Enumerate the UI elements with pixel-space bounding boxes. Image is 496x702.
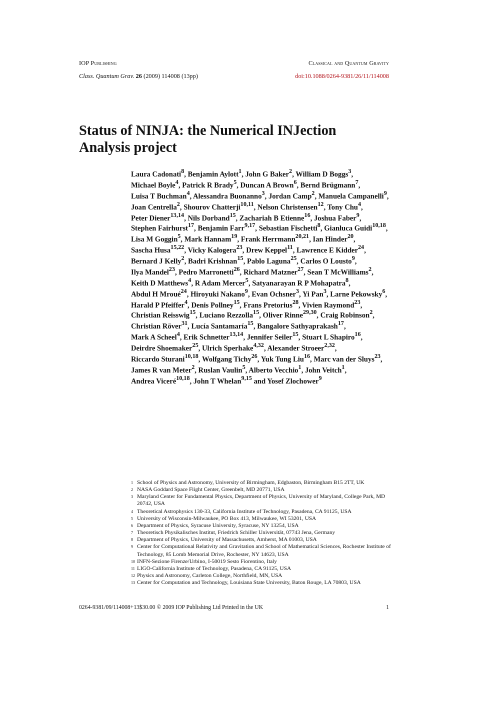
- page-footer: [79, 605, 389, 611]
- citation-details: (2009) 114008 (13pp): [143, 73, 198, 80]
- author-name: Riccardo Sturani: [131, 354, 185, 364]
- affiliation-ref-link[interactable]: 16: [304, 212, 311, 219]
- author-name: Drew Keppel: [246, 245, 288, 255]
- author-name: Bernard J Kelly: [131, 256, 182, 266]
- affiliation-text: Maryland Center for Fundamental Physics, Department of Physics, University of Maryland, College Park, MD 20742, USA: [137, 494, 386, 508]
- affiliation-ref-link[interactable]: 9,15: [241, 375, 252, 382]
- affiliation-ref-link[interactable]: 24: [357, 245, 365, 252]
- affiliation-ref-link[interactable]: 9: [318, 375, 322, 382]
- author-separator: ,: [296, 180, 301, 190]
- affiliation-item: [131, 580, 391, 587]
- author-name: Benjamin Aylott: [187, 169, 239, 179]
- affiliation-ref-link[interactable]: 26: [251, 353, 258, 360]
- author-separator: ,: [191, 278, 195, 288]
- author-name: Hiroyuki Nakano: [190, 289, 245, 299]
- author-separator: and: [251, 376, 268, 386]
- author-name: Craig Robinson: [320, 310, 370, 320]
- author-name: Stuart L Shapiro: [302, 332, 355, 342]
- author-name: Badri Krishnan: [187, 256, 238, 266]
- author-separator: ,: [237, 234, 241, 244]
- author-separator: ,: [179, 332, 184, 342]
- affiliation-ref-link[interactable]: 19: [231, 234, 238, 241]
- author-name: Erik Schnetter: [183, 332, 230, 342]
- affiliation-number: 8: [131, 537, 133, 543]
- author-name: Manuela Campanelli: [318, 191, 384, 201]
- affiliation-ref-link[interactable]: 24: [180, 288, 187, 295]
- author-separator: ,: [303, 267, 308, 277]
- author-name: Denis Pollney: [191, 299, 234, 309]
- author-separator: ,: [380, 354, 383, 364]
- author-name: Mark Hannam: [184, 234, 232, 244]
- author-separator: ,: [178, 180, 183, 190]
- affiliation-number: 3: [131, 494, 133, 500]
- author-separator: ,: [344, 365, 347, 375]
- author-name: Satyanarayan R P Mohapatra: [252, 278, 346, 288]
- author-separator: ,: [360, 332, 363, 342]
- author-name: Harald P Pfeiffer: [131, 299, 185, 309]
- author-name: Vivien Raymond: [302, 299, 355, 309]
- affiliation-ref-link[interactable]: 23: [374, 353, 381, 360]
- affiliation-number: 2: [131, 487, 133, 493]
- author-separator: ,: [174, 267, 179, 277]
- author-separator: ,: [316, 310, 321, 320]
- author-separator: ,: [309, 234, 313, 244]
- affiliation-ref-link[interactable]: 13,14: [170, 212, 185, 219]
- affiliation-text: School of Physics and Astronomy, University of Birmingham, Edgbaston, Birmingham B15 2TT, UK: [137, 480, 365, 486]
- author-name: Evan Ochsner: [251, 289, 296, 299]
- author-name: Andrea Viceré: [131, 376, 177, 386]
- affiliation-ref-link[interactable]: 25: [290, 256, 297, 262]
- affiliation-number: 5: [131, 515, 133, 521]
- author-separator: ,: [259, 310, 263, 320]
- affiliation-ref-link[interactable]: 1: [298, 364, 302, 371]
- affiliation-item: [131, 509, 391, 516]
- author-separator: ,: [243, 256, 247, 266]
- author-name: Luciano Rezzolla: [199, 310, 254, 320]
- affiliation-ref-link[interactable]: 4,32: [253, 343, 264, 349]
- affiliation-ref-link[interactable]: 17: [187, 223, 195, 230]
- affiliation-ref-link[interactable]: 3: [261, 190, 265, 197]
- affiliation-text: Center for Computational Relativity and Gravitation and School of Mathematical Sciences, Rochester Institute of Technology, 85 Lomb Memorial Drive, Rochester, NY 14623, USA: [137, 544, 391, 558]
- author-name: Ruslan Vaulin: [198, 365, 243, 375]
- affiliation-number: 6: [131, 522, 133, 528]
- affiliation-ref-link[interactable]: 15,22: [170, 245, 185, 252]
- author-name: Alessandra Buonanno: [193, 191, 262, 201]
- affiliation-ref-link[interactable]: 23: [168, 266, 175, 273]
- author-name: Ulrich Sperhake: [202, 343, 254, 353]
- affiliation-ref-link[interactable]: 17: [337, 321, 344, 328]
- affiliation-ref-link[interactable]: 26: [233, 266, 240, 273]
- affiliation-ref-link[interactable]: 23: [236, 245, 243, 252]
- author-separator: ,: [241, 169, 246, 179]
- affiliation-ref-link[interactable]: 23: [354, 299, 361, 306]
- author-separator: ,: [385, 223, 388, 233]
- author-separator: ,: [184, 212, 188, 222]
- author-name: Frans Pretorius: [243, 299, 293, 309]
- affiliation-ref-link[interactable]: 15: [229, 212, 236, 219]
- affiliation-item: [131, 516, 391, 523]
- affiliation-text: Theoretisch Physikalisches Institut, Friedrich Schiller Universität, 07743 Jena, Germany: [137, 530, 336, 537]
- affiliation-ref-link[interactable]: 3: [323, 288, 327, 295]
- affiliation-ref-link[interactable]: 4: [186, 190, 190, 197]
- author-separator: ,: [359, 212, 362, 222]
- author-separator: ,: [334, 343, 337, 353]
- author-name: Yosef Zlochower: [267, 376, 319, 386]
- affiliation-ref-link[interactable]: 16: [303, 353, 311, 360]
- author-name: Sascha Husa: [131, 245, 171, 255]
- author-name: Pedro Marronetti: [178, 267, 234, 277]
- author-separator: ,: [248, 278, 253, 288]
- author-separator: ,: [326, 289, 331, 299]
- author-name: Bangalore Sathyaprakash: [257, 321, 338, 331]
- author-name: Abdul H Mroué: [131, 289, 181, 299]
- affiliation-ref-link[interactable]: 2: [311, 190, 315, 197]
- author-name: Stephen Fairhurst: [131, 223, 188, 233]
- author-separator: ,: [264, 191, 269, 201]
- publisher-name: IOP Publishing: [79, 60, 117, 67]
- author-separator: ,: [360, 299, 363, 309]
- author-separator: ,: [194, 223, 198, 233]
- author-name: Keith D Matthews: [131, 278, 189, 288]
- author-separator: ,: [351, 169, 354, 179]
- author-name: Laura Cadonati: [131, 169, 182, 179]
- author-separator: ,: [361, 202, 363, 212]
- author-name: Lawrence E Kidder: [296, 245, 358, 255]
- author-name: Marc van der Sluys: [313, 354, 375, 364]
- affiliation-text: Center for Computation and Technology, Louisiana State University, Baton Rouge, LA 70803, USA: [137, 580, 361, 587]
- affiliation-ref-link[interactable]: 3: [296, 288, 300, 295]
- author-separator: ,: [187, 299, 192, 309]
- affiliation-ref-link[interactable]: 4: [357, 201, 362, 208]
- page-number: 1: [386, 605, 389, 611]
- author-name: Deirdre Shoemaker: [131, 343, 193, 353]
- affiliation-text: INFN-Sezione Firenze/Urbino, I-50019 Sesto Fiorentino, Italy: [137, 558, 277, 565]
- running-header: [79, 60, 389, 67]
- affiliation-text: LIGO-California Institute of Technology, Pasadena, CA 91125, USA: [137, 565, 291, 572]
- citation-volume: 26: [135, 73, 142, 80]
- author-separator: ,: [253, 202, 258, 212]
- author-separator: ,: [198, 343, 203, 353]
- author-name: Gianluca Guidi: [324, 223, 373, 233]
- affiliation-ref-link[interactable]: 8: [181, 169, 185, 175]
- affiliation-ref-link[interactable]: 6: [382, 288, 386, 295]
- affiliation-ref-link[interactable]: 10,18: [184, 353, 199, 360]
- author-separator: ,: [292, 169, 296, 179]
- affiliation-item: [131, 566, 391, 573]
- author-separator: ,: [386, 191, 389, 201]
- affiliation-ref-link[interactable]: 20,21: [295, 234, 310, 241]
- affiliation-ref-link[interactable]: 5: [233, 179, 237, 186]
- citation-line: [79, 73, 389, 80]
- affiliation-number: 7: [131, 530, 133, 536]
- author-separator: ,: [298, 332, 303, 342]
- author-separator: ,: [298, 299, 303, 309]
- affiliation-ref-link[interactable]: 2: [181, 256, 185, 262]
- author-name: Zachariah B Etienne: [239, 212, 305, 222]
- author-name: Christian Reisswig: [131, 310, 190, 320]
- author-separator: ,: [239, 299, 244, 309]
- author-name: Alberto Vecchio: [248, 365, 299, 375]
- affiliation-text: Theoretical Astrophysics 130-33, California Institute of Technology, Pasadena, CA 91125, USA: [137, 508, 352, 515]
- author-name: Michael Boyle: [131, 180, 176, 190]
- affiliation-ref-link[interactable]: 5: [245, 277, 249, 284]
- author-name: Wolfgang Tichy: [201, 354, 252, 364]
- author-separator: ,: [364, 245, 366, 255]
- author-name: John G Baker: [245, 169, 290, 179]
- affiliation-ref-link[interactable]: 2,32: [324, 343, 335, 349]
- author-name: Patrick R Brady: [182, 180, 234, 190]
- affiliation-number: 10: [131, 558, 135, 564]
- affiliation-ref-link[interactable]: 7: [355, 179, 359, 186]
- affiliation-ref-link[interactable]: 15: [237, 256, 244, 262]
- author-separator: ,: [242, 245, 247, 255]
- affiliation-ref-link[interactable]: 2: [289, 169, 293, 175]
- author-separator: ,: [263, 343, 268, 353]
- author-separator: ,: [343, 321, 346, 331]
- author-name: Frank Herrmann: [240, 234, 296, 244]
- affiliation-ref-link[interactable]: 8: [317, 223, 321, 230]
- affiliation-item: [131, 544, 391, 558]
- author-name: John Veitch: [304, 365, 342, 375]
- affiliation-ref-link[interactable]: 2: [191, 364, 195, 371]
- author-name: Jordan Camp: [268, 191, 312, 201]
- affiliation-ref-link[interactable]: 1: [238, 169, 242, 175]
- affiliation-ref-link[interactable]: 15: [253, 310, 260, 317]
- author-separator: ,: [236, 180, 241, 190]
- author-separator: ,: [310, 354, 314, 364]
- author-separator: ,: [184, 169, 188, 179]
- affiliation-ref-link[interactable]: 10,11: [240, 201, 254, 208]
- author-list: [131, 168, 397, 386]
- author-separator: ,: [186, 289, 191, 299]
- author-separator: ,: [195, 310, 200, 320]
- author-name: Yuk Tung Liu: [260, 354, 304, 364]
- author-separator: ,: [354, 256, 357, 266]
- author-name: Christian Röver: [131, 321, 182, 331]
- author-name: Nils Dorband: [187, 212, 230, 222]
- author-name: Benjamin Farr: [197, 223, 245, 233]
- author-separator: ,: [323, 202, 328, 212]
- author-separator: ,: [301, 365, 305, 375]
- author-name: Richard Matzner: [243, 267, 298, 277]
- author-separator: ,: [247, 289, 252, 299]
- author-separator: ,: [179, 202, 184, 212]
- author-separator: ,: [239, 267, 244, 277]
- author-name: Alexander Stroeer: [267, 343, 325, 353]
- affiliation-text: Department of Physics, University of Massachusetts, Amherst, MA 01003, USA: [137, 537, 317, 544]
- author-separator: ,: [310, 212, 315, 222]
- affiliation-ref-link[interactable]: 2: [176, 201, 180, 208]
- author-separator: ,: [358, 180, 361, 190]
- author-name: Oliver Rinne: [262, 310, 303, 320]
- author-separator: ,: [243, 332, 247, 342]
- author-separator: ,: [257, 354, 261, 364]
- affiliation-ref-link[interactable]: 5: [242, 364, 246, 371]
- affiliation-ref-link[interactable]: 20: [347, 234, 354, 241]
- author-separator: ,: [184, 256, 188, 266]
- author-separator: ,: [245, 365, 249, 375]
- affiliation-ref-link[interactable]: 3: [348, 169, 352, 175]
- affiliation-number: 13: [131, 580, 135, 586]
- author-separator: ,: [348, 278, 351, 288]
- affiliation-ref-link[interactable]: 9: [351, 256, 355, 262]
- affiliation-ref-link[interactable]: 9,17: [244, 223, 256, 230]
- author-separator: ,: [184, 245, 188, 255]
- affiliation-text: NASA Goddard Space Flight Center, Greenbelt, MD 20771, USA: [137, 487, 285, 494]
- author-name: Joan Centrella: [131, 202, 177, 212]
- affiliation-text: Physics and Astronomy, Carleton College, Northfield, MN, USA: [137, 573, 283, 580]
- author-separator: ,: [385, 289, 388, 299]
- affiliation-ref-link[interactable]: 2: [368, 266, 372, 273]
- affiliation-item: [131, 523, 391, 530]
- affiliation-ref-link[interactable]: 25: [192, 343, 199, 349]
- author-name: R Adam Mercer: [194, 278, 246, 288]
- author-separator: ,: [314, 191, 319, 201]
- affiliation-ref-link[interactable]: 15: [233, 299, 240, 306]
- affiliation-ref-link[interactable]: 4: [176, 332, 180, 339]
- author-name: Tony Chu: [327, 202, 358, 212]
- affiliation-text: Department of Physics, Syracuse University, Syracuse, NY 13254, USA: [137, 522, 299, 529]
- affiliation-ref-link[interactable]: 29,30: [302, 310, 317, 317]
- affiliation-ref-link[interactable]: 10,18: [176, 375, 190, 382]
- author-separator: ,: [235, 212, 240, 222]
- author-name: Ian Hinder: [312, 234, 348, 244]
- paper-title: Status of NINJA: the Numerical INJection Analysis project: [79, 123, 337, 156]
- author-separator: ,: [180, 234, 185, 244]
- affiliation-ref-link[interactable]: 6: [293, 179, 297, 186]
- author-separator: ,: [189, 376, 194, 386]
- affiliation-ref-link[interactable]: 4: [188, 277, 192, 284]
- author-name: Luisa T Buchman: [131, 191, 187, 201]
- affiliation-ref-link[interactable]: 8: [345, 277, 349, 284]
- doi-link[interactable]: doi:10.1088/0264-9381/26/11/114008: [295, 73, 389, 80]
- affiliation-ref-link[interactable]: 13,14: [229, 332, 244, 339]
- author-name: John T Whelan: [193, 376, 242, 386]
- copyright-line: 0264-9381/09/114008+13$30.00 © 2009 IOP Publishing Ltd Printed in the UK: [79, 605, 264, 611]
- author-name: Vicky Kalogera: [187, 245, 237, 255]
- citation-journal: Class. Quantum Grav.: [79, 73, 135, 80]
- author-name: Pablo Laguna: [246, 256, 291, 266]
- affiliation-ref-link[interactable]: 1: [341, 364, 345, 371]
- affiliation-list: [131, 480, 391, 587]
- affiliation-text: University of Wisconsin-Milwaukee, PO Box 413, Milwaukee, WI 53201, USA: [137, 515, 317, 522]
- affiliation-ref-link[interactable]: 4: [184, 299, 188, 306]
- citation: [79, 73, 198, 80]
- author-separator: ,: [320, 223, 325, 233]
- affiliation-ref-link[interactable]: 9: [356, 212, 360, 219]
- affiliation-number: 11: [131, 565, 135, 571]
- author-separator: ,: [299, 289, 303, 299]
- author-name: William D Boggs: [295, 169, 349, 179]
- author-separator: ,: [353, 234, 356, 244]
- affiliation-ref-link[interactable]: 28: [292, 299, 299, 306]
- affiliation-number: 12: [131, 573, 135, 579]
- author-name: Sebastian Fischetti: [258, 223, 318, 233]
- author-name: Duncan A Brown: [240, 180, 294, 190]
- affiliation-ref-link[interactable]: 15: [247, 321, 254, 328]
- author-name: Lisa M Goggin: [131, 234, 178, 244]
- affiliation-ref-link[interactable]: 11: [287, 245, 293, 252]
- affiliation-ref-link[interactable]: 9: [244, 288, 248, 295]
- affiliation-ref-link[interactable]: 12: [317, 201, 324, 208]
- affiliation-ref-link[interactable]: 16: [354, 332, 361, 339]
- author-separator: ,: [253, 321, 258, 331]
- author-name: Yi Pan: [302, 289, 324, 299]
- affiliation-ref-link[interactable]: 15: [189, 310, 196, 317]
- author-name: Joshua Faber: [314, 212, 357, 222]
- affiliation-item: [131, 480, 391, 487]
- author-name: Ilya Mandel: [131, 267, 169, 277]
- affiliation-item: [131, 559, 391, 566]
- author-name: Sean T McWilliams: [307, 267, 369, 277]
- affiliation-ref-link[interactable]: 27: [297, 266, 304, 273]
- author-name: Jennifer Seiler: [246, 332, 293, 342]
- affiliation-number: 9: [131, 544, 133, 550]
- affiliation-ref-link[interactable]: 15: [292, 332, 299, 339]
- author-name: Shourov Chatterji: [183, 202, 241, 212]
- affiliation-item: [131, 494, 391, 508]
- author-separator: ,: [189, 191, 193, 201]
- author-separator: ,: [187, 321, 192, 331]
- author-separator: ,: [255, 223, 259, 233]
- author-separator: ,: [372, 310, 375, 320]
- author-separator: ,: [296, 256, 301, 266]
- journal-name: Classical and Quantum Gravity: [308, 60, 389, 67]
- author-name: Mark A Scheel: [131, 332, 177, 342]
- author-name: Bernd Brügmann: [300, 180, 356, 190]
- author-name: Nelson Christensen: [257, 202, 318, 212]
- author-name: James R van Meter: [131, 365, 192, 375]
- affiliation-ref-link[interactable]: 10,18: [372, 223, 386, 230]
- affiliation-ref-link[interactable]: 9: [383, 190, 387, 197]
- affiliation-ref-link[interactable]: 4: [175, 179, 179, 186]
- affiliation-ref-link[interactable]: 31: [181, 321, 188, 328]
- author-separator: ,: [198, 354, 202, 364]
- author-separator: ,: [292, 245, 297, 255]
- author-name: Larne Pekowsky: [330, 289, 383, 299]
- author-separator: ,: [371, 267, 374, 277]
- affiliation-ref-link[interactable]: 5: [177, 234, 181, 241]
- author-name: Peter Diener: [131, 212, 171, 222]
- affiliation-ref-link[interactable]: 2: [369, 310, 373, 317]
- author-separator: ,: [194, 365, 199, 375]
- author-name: Carlos O Lousto: [300, 256, 352, 266]
- author-name: Lucía Santamaría: [191, 321, 248, 331]
- affiliation-number: 4: [131, 508, 133, 514]
- affiliation-number: 1: [131, 480, 133, 485]
